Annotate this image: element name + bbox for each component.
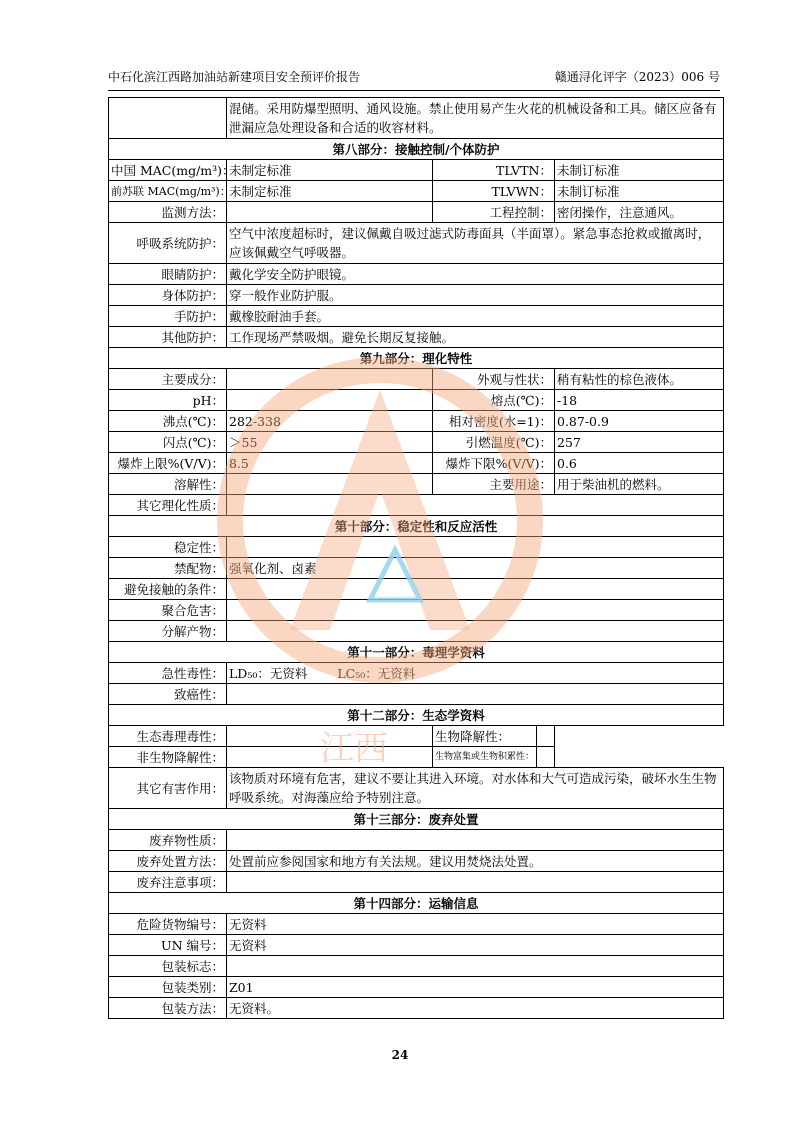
- table-row: [109, 914, 724, 935]
- table-row: [109, 495, 724, 516]
- table-row: [109, 600, 724, 621]
- waste-note-label: 废弃注意事项：: [109, 872, 227, 893]
- decomp-value: [227, 621, 724, 642]
- bp-label: 沸点(℃)：: [109, 411, 227, 432]
- avoid-label: 避免接触的条件：: [109, 579, 227, 600]
- monitor-value: [227, 202, 433, 223]
- report-number: 赣通浔化评字（2023）006 号: [554, 70, 720, 84]
- other-protect-value: 工作现场严禁吸烟。避免长期反复接触。: [227, 327, 724, 348]
- report-title: 中石化滨江西路加油站新建项目安全预评价报告: [108, 70, 361, 84]
- table-row: [109, 851, 724, 872]
- table-row: [109, 684, 724, 705]
- other-harm-value: 该物质对环境有危害，建议不要让其进入环境。对水体和大气可造成污染，破坏水生生物呼吸系统。对海藻应给予特别注意。: [227, 768, 724, 809]
- table-row: [109, 935, 724, 956]
- table-row: [109, 579, 724, 600]
- table-row: [109, 474, 724, 495]
- ignite-value: 257: [555, 432, 724, 453]
- table-row: [109, 202, 724, 223]
- table-row: [109, 432, 724, 453]
- eng-control-label: 工程控制：: [433, 202, 555, 223]
- page-number: 24: [391, 1048, 409, 1062]
- biodeg-value: [537, 726, 555, 747]
- bioacc-label: 生物富集或生物积累性：: [433, 747, 537, 768]
- other-harm-label: 其它有害作用：: [109, 768, 227, 809]
- table-row: [109, 663, 724, 684]
- table-row: [109, 327, 724, 348]
- table-row: [109, 726, 724, 747]
- tlvwn-label: TLVWN：: [433, 181, 555, 202]
- dg-number-value: 无资料: [227, 914, 724, 935]
- use-label: 主要用途：: [433, 474, 555, 495]
- mp-label: 熔点(℃)：: [433, 390, 555, 411]
- nonbio-label: 非生物降解性：: [109, 747, 227, 768]
- page-header: [108, 68, 720, 86]
- density-value: 0.87-0.9: [555, 411, 724, 432]
- pack-method-label: 包装方法：: [109, 998, 227, 1019]
- table-row: [109, 768, 724, 809]
- solubility-value: [227, 474, 433, 495]
- upper-limit-value: 8.5: [227, 453, 433, 474]
- acute-tox-label: 急性毒性：: [109, 663, 227, 684]
- table-row: [109, 264, 724, 285]
- appear-label: 外观与性状：: [433, 369, 555, 390]
- tlvwn-value: 未制订标准: [555, 181, 724, 202]
- waste-nature-value: [227, 830, 724, 851]
- eng-control-value: 密闭操作，注意通风。: [555, 202, 724, 223]
- section-9-title: 第九部分：理化特性: [109, 348, 724, 369]
- ecotox-label: 生态毒理毒性：: [109, 726, 227, 747]
- mac-su-label: 前苏联 MAC(mg/m³)：: [109, 181, 227, 202]
- ignite-label: 引燃温度(℃)：: [433, 432, 555, 453]
- section-8-title: 第八部分：接触控制/个体防护: [109, 139, 724, 160]
- eye-value: 戴化学安全防护眼镜。: [227, 264, 724, 285]
- table-row: [109, 306, 724, 327]
- pack-mark-value: [227, 956, 724, 977]
- body-value: 穿一般作业防护服。: [227, 285, 724, 306]
- pack-method-value: 无资料。: [227, 998, 724, 1019]
- section-13-title: 第十三部分：废弃处置: [109, 809, 724, 830]
- table-row: [109, 872, 724, 893]
- carcinogen-value: [227, 684, 724, 705]
- polymer-label: 聚合危害：: [109, 600, 227, 621]
- section-12-title: 第十二部分：生态学资料: [109, 705, 724, 726]
- section-14-title: 第十四部分：运输信息: [109, 893, 724, 914]
- table-row: [109, 390, 724, 411]
- polymer-value: [227, 600, 724, 621]
- density-label: 相对密度(水=1)：: [433, 411, 555, 432]
- incompat-value: 强氧化剂、卤素: [227, 558, 724, 579]
- table-row: [109, 181, 724, 202]
- other-prop-label: 其它理化性质：: [109, 495, 227, 516]
- section-11-title: 第十一部分：毒理学资料: [109, 642, 724, 663]
- use-value: 用于柴油机的燃料。: [555, 474, 724, 495]
- msds-table: [108, 97, 724, 1019]
- other-protect-label: 其他防护：: [109, 327, 227, 348]
- table-row: [109, 830, 724, 851]
- lower-limit-label: 爆炸下限%(V/V)：: [433, 453, 555, 474]
- mac-su-value: 未制定标准: [227, 181, 433, 202]
- body-label: 身体防护：: [109, 285, 227, 306]
- hand-value: 戴橡胶耐油手套。: [227, 306, 724, 327]
- mac-cn-label: 中国 MAC(mg/m³)：: [109, 160, 227, 181]
- mac-cn-value: 未制定标准: [227, 160, 433, 181]
- table-row: [109, 537, 724, 558]
- monitor-label: 监测方法：: [109, 202, 227, 223]
- pack-mark-label: 包装标志：: [109, 956, 227, 977]
- stability-value: [227, 537, 724, 558]
- biodeg-label: 生物降解性：: [433, 726, 537, 747]
- table-row: [109, 453, 724, 474]
- lc50-value: LC₅₀：无资料: [337, 665, 416, 681]
- bp-value: 282-338: [227, 411, 433, 432]
- ph-label: pH：: [109, 390, 227, 411]
- appear-value: 稍有粘性的棕色液体。: [555, 369, 724, 390]
- flash-label: 闪点(℃)：: [109, 432, 227, 453]
- decomp-label: 分解产物：: [109, 621, 227, 642]
- lower-limit-value: 0.6: [555, 453, 724, 474]
- tlvtn-label: TLVTN：: [433, 160, 555, 181]
- comp-value: [227, 369, 433, 390]
- table-row: [109, 369, 724, 390]
- dg-number-label: 危险货物编号：: [109, 914, 227, 935]
- upper-limit-label: 爆炸上限%(V/V)：: [109, 453, 227, 474]
- resp-label: 呼吸系统防护：: [109, 223, 227, 264]
- table-row: [109, 285, 724, 306]
- mp-value: -18: [555, 390, 724, 411]
- tlvtn-value: 未制订标准: [555, 160, 724, 181]
- waste-note-value: [227, 872, 724, 893]
- ld50-value: LD₅₀：无资料: [229, 665, 308, 681]
- section-10-title: 第十部分：稳定性和反应活性: [109, 516, 724, 537]
- nonbio-value: [227, 747, 433, 768]
- waste-method-label: 废弃处置方法：: [109, 851, 227, 872]
- table-row: [109, 998, 724, 1019]
- waste-nature-label: 废弃物性质：: [109, 830, 227, 851]
- pack-category-value: Z01: [227, 977, 724, 998]
- storage-note: 混储。采用防爆型照明、通风设施。禁止使用易产生火花的机械设备和工具。储区应备有泄漏应急处理设备和合适的收容材料。: [227, 98, 724, 139]
- acute-tox-value: [227, 663, 724, 684]
- table-row: [109, 160, 724, 181]
- table-row: [109, 98, 724, 139]
- un-number-value: 无资料: [227, 935, 724, 956]
- table-row: [109, 621, 724, 642]
- un-number-label: UN 编号：: [109, 935, 227, 956]
- hand-label: 手防护：: [109, 306, 227, 327]
- table-row: [109, 558, 724, 579]
- table-row: [109, 977, 724, 998]
- incompat-label: 禁配物：: [109, 558, 227, 579]
- flash-value: ＞55: [227, 432, 433, 453]
- ph-value: [227, 390, 433, 411]
- avoid-value: [227, 579, 724, 600]
- waste-method-value: 处置前应参阅国家和地方有关法规。建议用焚烧法处置。: [227, 851, 724, 872]
- comp-label: 主要成分：: [109, 369, 227, 390]
- table-row: [109, 223, 724, 264]
- resp-value: 空气中浓度超标时，建议佩戴自吸过滤式防毒面具（半面罩）。紧急事态抢救或撤离时，应该佩戴空气呼吸器。: [227, 223, 724, 264]
- header-rule: [108, 90, 720, 91]
- bioacc-value: [537, 747, 555, 768]
- other-prop-value: [227, 495, 724, 516]
- watermark-text: 江西: [320, 729, 388, 769]
- pack-category-label: 包装类别：: [109, 977, 227, 998]
- ecotox-value: [227, 726, 433, 747]
- solubility-label: 溶解性：: [109, 474, 227, 495]
- stability-label: 稳定性：: [109, 537, 227, 558]
- table-row: [109, 747, 724, 768]
- table-row: [109, 956, 724, 977]
- carcinogen-label: 致癌性：: [109, 684, 227, 705]
- eye-label: 眼睛防护：: [109, 264, 227, 285]
- table-row: [109, 411, 724, 432]
